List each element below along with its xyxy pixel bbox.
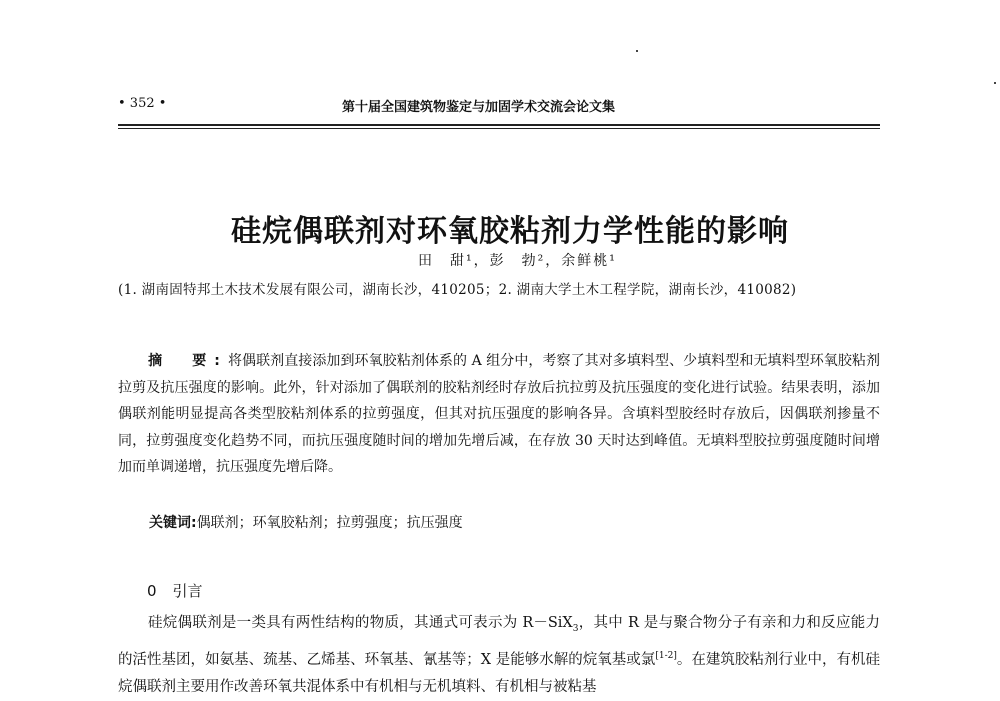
header-rule	[118, 124, 880, 126]
keywords-text: 偶联剂；环氧胶粘剂；拉剪强度；抗压强度	[196, 515, 463, 531]
keywords	[149, 512, 463, 532]
header-rule-thin	[118, 128, 880, 129]
body-paragraph	[118, 610, 880, 701]
keywords-label: 关键词:	[149, 515, 197, 531]
paper-authors: 田 甜¹，彭 勃²，余鲜桃¹	[418, 253, 617, 269]
page-number: • 352 •	[118, 96, 167, 111]
section-heading	[147, 580, 203, 601]
section-title: 引言	[172, 582, 203, 600]
body-text-c: 。在建筑胶粘剂行业中，有机硅烷偶联剂主要用作改善环氧共混体系中有机相与无机填料、有机相与被粘基	[118, 651, 880, 695]
body-subscript: 3	[572, 623, 579, 634]
section-number: 0	[147, 582, 157, 600]
body-text-b: ，其中 R 是与聚合物分子有亲和力和反应能力的活性基团，如氨基、巯基、乙烯基、环氧基、氰基等；X 是能够水解的烷氧基或氯	[118, 615, 881, 668]
paper-title: 硅烷偶联剂对环氧胶粘剂力学性能的影响	[231, 214, 789, 249]
abstract-label: 摘 要:	[148, 353, 228, 369]
paper-affiliation: (1. 湖南固特邦土木技术发展有限公司，湖南长沙，410205；2. 湖南大学土木工程学院，湖南长沙，410082)	[118, 282, 797, 298]
running-header: 第十届全国建筑物鉴定与加固学术交流会论文集	[342, 100, 616, 115]
scan-speck	[636, 50, 638, 52]
citation-ref: [1-2]	[655, 650, 677, 661]
abstract	[118, 348, 880, 481]
abstract-text: 将偶联剂直接添加到环氧胶粘剂体系的 A 组分中，考察了其对多填料型、少填料型和无填料型环氧胶粘剂拉剪及抗压强度的影响。此外，针对添加了偶联剂的胶粘剂经时存放后抗拉剪及抗压强度的变化进行试验。结果表明，添加偶联剂能明显提高各类型胶粘剂体系的拉剪强度，但其对抗压强度的影响各异。含填料型胶经时存放后，因偶联剂掺量不同，拉剪强度变化趋势不同，而抗压强度随时间的增加先增后减，在存放 30 天时达到峰值。无填料型胶拉剪强度随时间增加而单调递增，抗压强度先增后降。	[118, 353, 880, 475]
scan-speck	[994, 82, 996, 84]
body-text-a: 硅烷偶联剂是一类具有两性结构的物质，其通式可表示为 R－SiX	[148, 615, 573, 631]
